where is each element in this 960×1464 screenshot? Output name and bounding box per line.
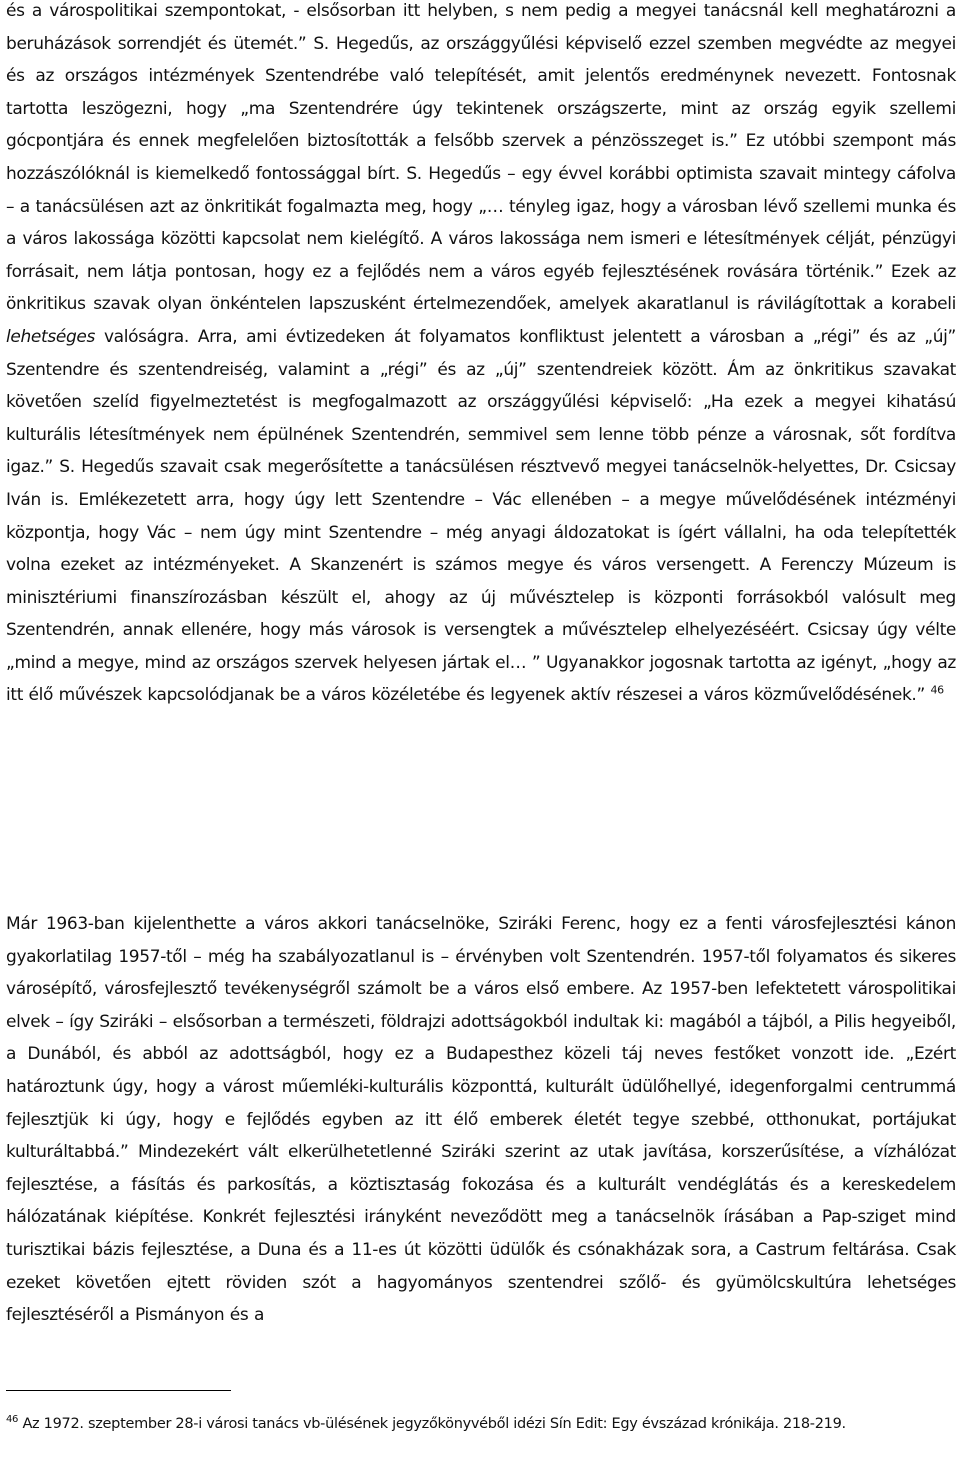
- footnote-separator: [6, 1390, 231, 1391]
- footnote-reference-46: 46: [930, 683, 944, 697]
- paragraph-1-text-b: valóságra. Arra, ami évtizedeken át folyamatos konfliktust jelentett a városban a „régi” és az „új” Szentendre és szentendreiség, valamint a „régi” és az „új” szentendreiek között. Ám az önkritikus szavakat követően szelíd figyelmeztetést is megfogalmazott az országgyűlési képviselő: „Ha ezek a megyei kihatású kulturális létesítmények nem épülnének Szentendrén, semmivel sem lenne több pénze a városnak, sőt fordítva igaz.” S. Hegedűs szavait csak megerősítette a tanácsülésen résztvevő megyei tanácselnök-helyettes, Dr. Csicsay Iván is. Emlékezetett arra, hogy úgy lett Szentendre – Vác ellenében – a megye művelődésének intézményi központja, hogy Vác – nem úgy mint Szentendre – még anyagi áldozatokat is ígért vállalni, ha oda telepítették volna ezeket az intézményeket. A Skanzenért is számos megye és város versengett. A Ferenczy Múzeum is minisztériumi finanszírozásban készült el, ahogy az új művésztelep is központi forrásokból valósult meg Szentendrén, annak ellenére, hogy más városok is versengtek a művésztelep elhelyezéséért. Csicsay úgy vélte „mind a megye, mind az országos szervek helyesen jártak el… ” Ugyanakkor jogosnak tartotta az igényt, „hogy az itt élő művészek kapcsolódjanak be a város közéletébe és legyenek aktív részesei a város közművelődésének.”: [6, 326, 956, 706]
- paragraph-2: [6, 908, 956, 1332]
- paragraph-1-text-a: és a várospolitikai szempontokat, - elsősorban itt helyben, s nem pedig a megyei tanácsnál kell meghatározni a beruházások sorrendjét és ütemét.” S. Hegedűs, az országgyűlési képviselő ezzel szemben megvédte az megyei és az országos intézmények Szentendrébe való telepítését, amit jelentős eredménynek nevezett. Fontosnak tartotta leszögezni, hogy „ma Szentendrére úgy tekintenek országszerte, mint az ország egyik szellemi gócpontjára és ennek megfelelően biztosították a felsőbb szervek a pénzösszeget is.” Ez utóbbi szempont más hozzászólóknál is kiemelkedő fontossággal bírt. S. Hegedűs – egy évvel korábbi optimista szavait mintegy cáfolva – a tanácsülésen azt az önkritikát fogalmazta meg, hogy „… tényleg igaz, hogy a városban lévő szellemi munka és a város lakossága közötti kapcsolat nem kielégítő. A város lakossága nem ismeri e létesítmények célját, pénzügyi forrásait, nem látja pontosan, hogy ez a fejlődés nem a város egyéb fejlesztésének rovására történik.” Ezek az önkritikus szavak olyan önkéntelen lapszusként értelmezendőek, amelyek akaratlanul is rávilágítottak a korabeli: [6, 1, 956, 315]
- paragraph-1-italic-word: lehetséges: [6, 326, 96, 347]
- paragraph-2-text: Már 1963-ban kijelenthette a város akkori tanácselnöke, Sziráki Ferenc, hogy ez a fenti városfejlesztési kánon gyakorlatilag 1957-től – még ha szabályozatlanul is – érvényben volt Szentendrén. 1957-től folyamatos és sikeres városépítő, városfejlesztő tevékenységről számolt be a város első embere. Az 1957-ben lefektetett várospolitikai elvek – így Sziráki – elsősorban a természeti, földrajzi adottságokból indultak ki: magából a tájból, a Pilis hegyeiből, a Dunából, és abból az adottságból, hogy ez a Budapesthez közeli táj neves festőket vonzott ide. „Ezért határoztunk úgy, hogy a várost műemléki-kulturális központtá, kulturált üdülőhellyé, idegenforgalmi centrummá fejlesztjük ki úgy, hogy e fejlődés egyben az itt élő emberek életét tegye szebbé, otthonukat, portájukat kulturáltabbá.” Mindezekért vált elkerülhetetlenné Sziráki szerint az utak javítása, korszerűsítése, a vízhálózat fejlesztése, a fásítás és parkosítás, a köztisztaság fokozása és a kulturált vendéglátás és a kereskedelem hálózatának kiépítése. Konkrét fejlesztési irányként neveződött meg a tanácselnök írásában a Pap-sziget mind turisztikai bázis fejlesztése, a Duna és a 11-es út közötti üdülők és csónakházak sora, a Castrum feltárása. Csak ezeket követően ejtett röviden szót a hagyományos szentendrei szőlő- és gyümölcskultúra lehetséges fejlesztéséről a Pismányon és a: [6, 914, 956, 1326]
- footnote-text: Az 1972. szeptember 28-i városi tanács vb-ülésének jegyzőkönyvéből idézi Sín Edit: Egy évszázad krónikája. 218-219.: [22, 1416, 846, 1432]
- footnote-46: [6, 1412, 956, 1438]
- footnote-number: 46: [6, 1414, 19, 1425]
- paragraph-1: [6, 0, 956, 712]
